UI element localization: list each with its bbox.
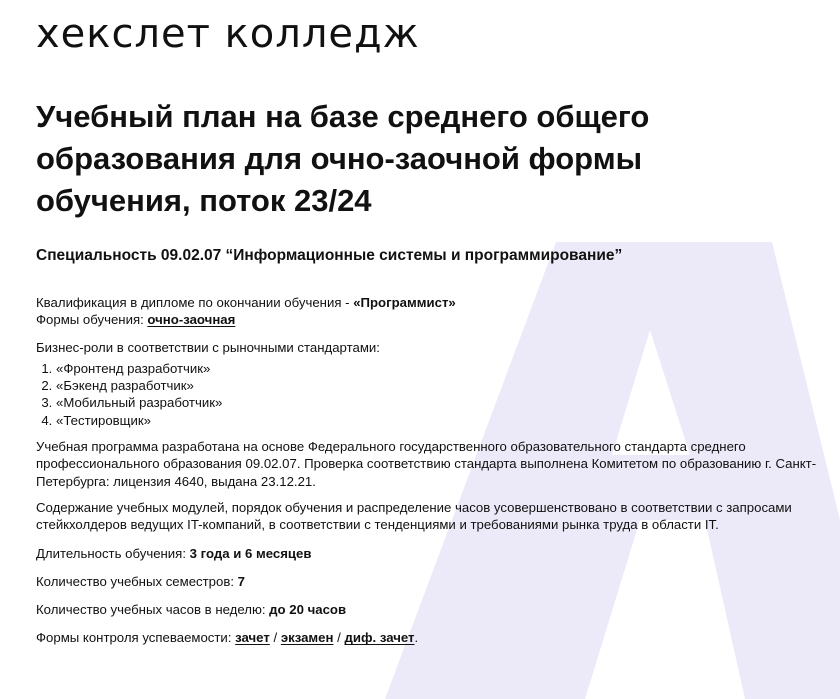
- study-forms-line: [36, 311, 836, 328]
- semesters-value: 7: [237, 573, 246, 589]
- duration-label: Длительность обучения:: [36, 545, 190, 561]
- page-title: Учебный план на базе среднего общего образования для очно-заочной формы обучения, поток 23/24: [36, 99, 650, 218]
- control-separator: /: [269, 630, 281, 646]
- hours-label: Количество учебных часов в неделю:: [36, 602, 270, 618]
- control-forms-label: Формы контроля успеваемости:: [36, 630, 236, 646]
- hours-line: [36, 601, 836, 618]
- semesters-line: [36, 573, 836, 590]
- control-end-punct: .: [414, 630, 419, 646]
- study-form-link[interactable]: очно-заочная: [147, 312, 236, 328]
- brand-logo[interactable]: хекслет колледж: [36, 11, 420, 57]
- role-item: 4. «Тестировщик»: [56, 412, 836, 429]
- control-separator: /: [333, 630, 345, 646]
- roles-intro: Бизнес-роли в соответствии с рыночными стандартами:: [36, 339, 380, 355]
- standard-paragraph: Учебная программа разработана на основе Федерального государственного образовательного стандарта среднего профессионального образования 09.02.07. Проверка соответствию стандарта выполнена Комитетом по образованию г. Санкт-Петербурга: лицензия 4640, выдана 23.12.21.: [36, 439, 817, 489]
- specialty-heading: Специальность 09.02.07 “Информационные системы и программирование”: [36, 247, 623, 264]
- study-forms-label: Формы обучения:: [36, 312, 148, 328]
- control-form-graded-credit-link[interactable]: диф. зачет: [344, 630, 415, 646]
- duration-value: 3 года и 6 месяцев: [189, 545, 312, 561]
- semesters-label: Количество учебных семестров:: [36, 573, 238, 589]
- qualification-label: Квалификация в дипломе по окончании обучения -: [36, 295, 354, 310]
- qualification-value: «Программист»: [353, 295, 456, 310]
- content-paragraph: Содержание учебных модулей, порядок обучения и распределение часов усовершенствовано в соответствии с запросами стейкхолдеров ведущих IT-компаний, в соответствии с тенденциями и требованиями рынка труда в области IT.: [36, 499, 792, 533]
- role-item: 2. «Бэкенд разработчик»: [56, 377, 836, 394]
- control-form-exam-link[interactable]: экзамен: [280, 630, 334, 646]
- roles-list: [36, 360, 836, 429]
- qualification-line: [36, 294, 836, 311]
- hours-value: до 20 часов: [269, 602, 347, 618]
- role-item: 1. «Фронтенд разработчик»: [56, 360, 836, 377]
- control-forms-line: [36, 629, 836, 646]
- duration-line: [36, 545, 836, 562]
- control-form-credit-link[interactable]: зачет: [235, 630, 270, 646]
- role-item: 3. «Мобильный разработчик»: [56, 394, 836, 411]
- curriculum-details: [36, 294, 836, 647]
